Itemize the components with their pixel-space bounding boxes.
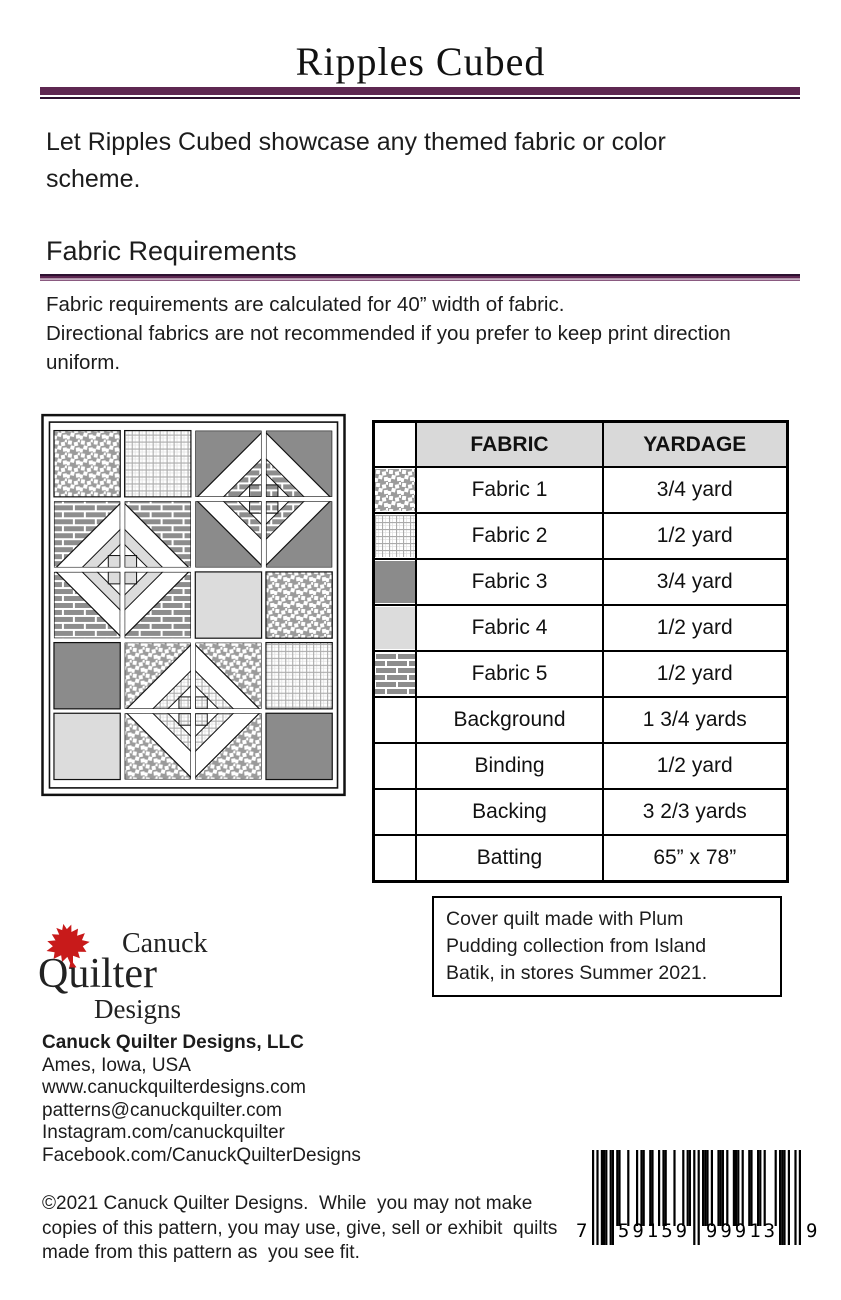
quilt-block [195, 572, 261, 638]
fabric-swatch-cell [374, 835, 417, 882]
fabric-swatch-cell [374, 605, 417, 651]
note-line: Directional fabrics are not recommended if you prefer to keep print direction [46, 322, 731, 345]
company-logo [36, 914, 256, 1034]
quilt-block [54, 431, 120, 497]
cover-quilt-note-box [432, 896, 782, 997]
fabric-name-cell: Batting [416, 835, 603, 882]
fabric-name-cell: Fabric 5 [416, 651, 603, 697]
fabric-swatch-cell [374, 513, 417, 559]
fabric-name-cell: Fabric 2 [416, 513, 603, 559]
table-row [374, 559, 788, 605]
swatch-column-header [374, 422, 417, 468]
intro-text [46, 124, 666, 198]
fabric-swatch-cell [374, 559, 417, 605]
fabric-requirements-note [46, 290, 731, 377]
quilt-block [125, 431, 191, 497]
table-row [374, 697, 788, 743]
yardage-cell: 1/2 yard [603, 743, 787, 789]
fabric-swatch [375, 561, 415, 603]
cover-note-line: Cover quilt made with Plum [446, 908, 684, 930]
fabric-swatch-cell [374, 743, 417, 789]
logo-word-canuck: Canuck [122, 928, 208, 959]
quilt-block [54, 643, 120, 709]
contact-line-email: patterns@canuckquilter.com [42, 1099, 283, 1121]
fabric-name-cell: Fabric 3 [416, 559, 603, 605]
yardage-cell: 3 2/3 yards [603, 789, 787, 835]
quilt-block [266, 643, 332, 709]
upc-barcode [576, 1150, 822, 1250]
table-row [374, 605, 788, 651]
yardage-cell: 1/2 yard [603, 605, 787, 651]
table-row [374, 467, 788, 513]
yardage-cell: 1/2 yard [603, 651, 787, 697]
fabric-requirements-table [372, 420, 789, 883]
contact-line-location: Ames, Iowa, USA [42, 1054, 191, 1076]
intro-line: Let Ripples Cubed showcase any themed fabric or color [46, 128, 666, 156]
fabric-name-cell: Backing [416, 789, 603, 835]
barcode-digit-group2: 99913 [705, 1220, 779, 1242]
fabric-name-cell: Fabric 1 [416, 467, 603, 513]
yardage-cell: 3/4 yard [603, 559, 787, 605]
fabric-name-cell: Background [416, 697, 603, 743]
cover-note-line: Pudding collection from Island [446, 935, 707, 957]
fabric-swatch [375, 607, 415, 649]
fabric-swatch-cell [374, 789, 417, 835]
intro-line: scheme. [46, 165, 141, 193]
copyright-notice [42, 1192, 557, 1266]
quilt-diagram [41, 413, 346, 797]
contact-line-facebook: Facebook.com/CanuckQuilterDesigns [42, 1144, 361, 1166]
logo-word-designs: Designs [94, 994, 181, 1024]
quilt-block [266, 713, 332, 779]
note-line: uniform. [46, 351, 121, 374]
section-divider [40, 274, 800, 282]
yardage-column-header: YARDAGE [603, 422, 787, 468]
cover-note-line: Batik, in stores Summer 2021. [446, 962, 708, 984]
fabric-swatch-cell [374, 651, 417, 697]
quilt-block [266, 572, 332, 638]
table-row [374, 743, 788, 789]
section-heading: Fabric Requirements [46, 236, 297, 266]
page-title: Ripples Cubed [295, 39, 546, 84]
fabric-swatch [375, 515, 415, 557]
barcode-digit-group1: 59159 [617, 1220, 691, 1242]
table-header-row [374, 422, 788, 468]
fabric-name-cell: Binding [416, 743, 603, 789]
fabric-swatch [375, 469, 415, 511]
fabric-swatch [375, 653, 415, 695]
logo-word-quilter: Quilter [38, 951, 157, 997]
quilt-block [54, 713, 120, 779]
copyright-line: ©2021 Canuck Quilter Designs. While you may not make [42, 1193, 533, 1214]
yardage-cell: 1/2 yard [603, 513, 787, 559]
fabric-name-cell: Fabric 4 [416, 605, 603, 651]
barcode-digit-left: 7 [576, 1220, 588, 1242]
note-line: Fabric requirements are calculated for 40” width of fabric. [46, 293, 565, 316]
contact-line-instagram: Instagram.com/canuckquilter [42, 1122, 285, 1143]
fabric-swatch-cell [374, 467, 417, 513]
yardage-cell: 65” x 78” [603, 835, 787, 882]
yardage-cell: 3/4 yard [603, 467, 787, 513]
copyright-line: copies of this pattern, you may use, give, sell or exhibit quilts [42, 1217, 558, 1239]
barcode-digit-right: 9 [806, 1220, 818, 1242]
fabric-swatch-cell [374, 697, 417, 743]
copyright-line: made from this pattern as you see fit. [42, 1242, 360, 1263]
company-name: Canuck Quilter Designs, LLC [42, 1032, 304, 1053]
table-row [374, 835, 788, 882]
table-row [374, 651, 788, 697]
contact-info [42, 1032, 361, 1167]
contact-line-website: www.canuckquilterdesigns.com [42, 1077, 307, 1098]
table-row [374, 789, 788, 835]
table-row [374, 513, 788, 559]
fabric-column-header: FABRIC [416, 422, 603, 468]
quilt-image [41, 413, 346, 797]
title-divider [40, 87, 800, 100]
yardage-cell: 1 3/4 yards [603, 697, 787, 743]
